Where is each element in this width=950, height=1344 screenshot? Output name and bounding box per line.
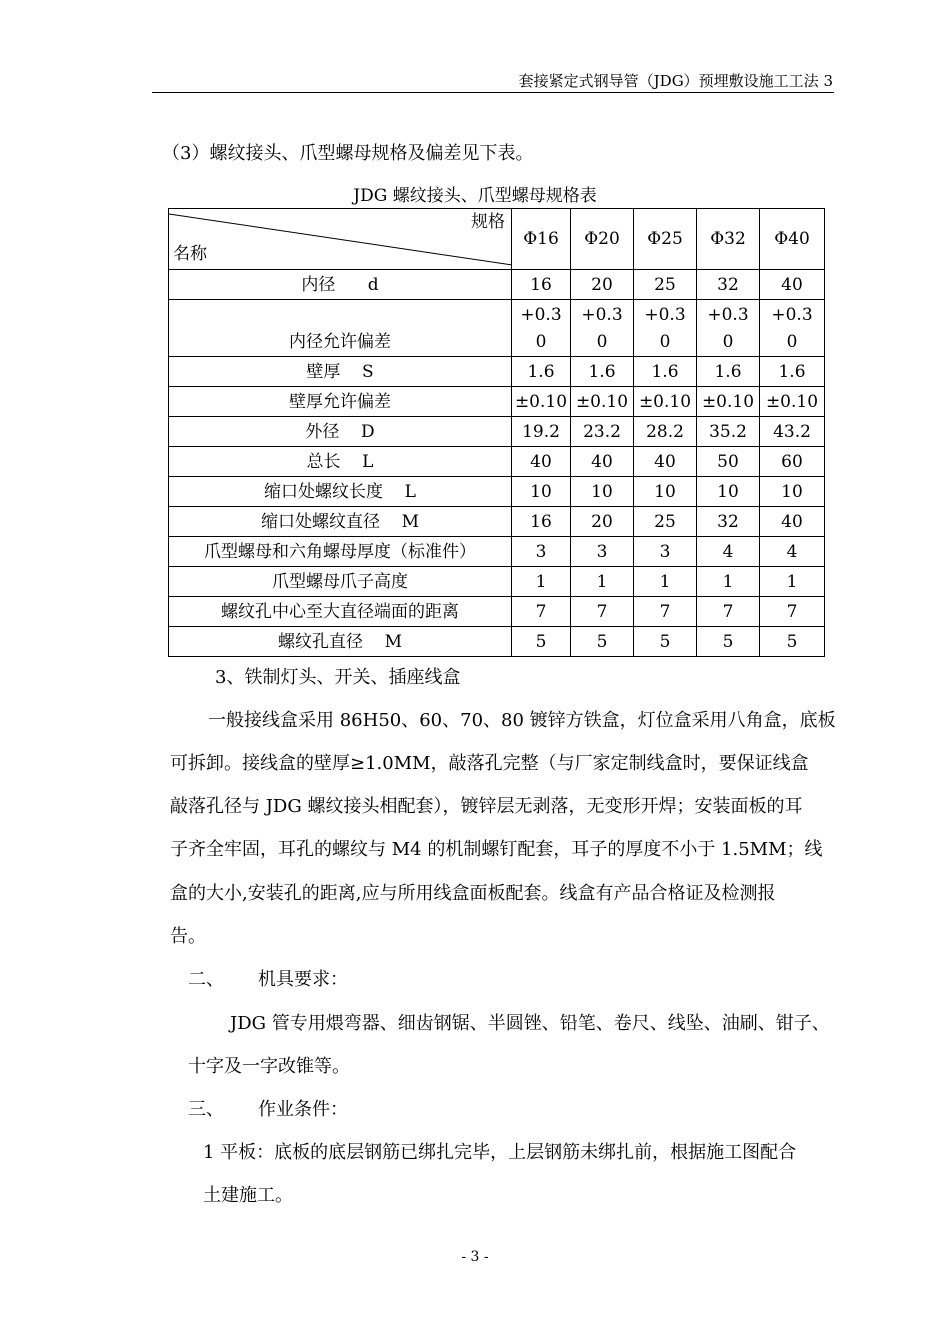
table-row [169,447,825,477]
cell: 3 [634,537,697,567]
cell: 20 [571,507,634,537]
cell: 1 [571,567,634,597]
condition-line: 1 平板：底板的底层钢筋已绑扎完毕，上层钢筋未绑扎前，根据施工图配合 [203,1142,797,1163]
cell: 7 [760,597,825,627]
cell: 1.6 [697,357,760,387]
tolerance-upper: +0.3 [644,304,686,325]
diagonal-line [169,209,512,269]
table-row [169,597,825,627]
table-row [169,507,825,537]
cell: 16 [512,270,571,300]
cell: 25 [634,270,697,300]
row-name: 外径 D [169,417,512,447]
cell: 40 [634,447,697,477]
row-name: 内径 d [169,270,512,300]
cell: 4 [697,537,760,567]
row-name: 壁厚 S [169,357,512,387]
cell: 19.2 [512,417,571,447]
row-name: 总长 L [169,447,512,477]
cell: 5 [512,627,571,657]
corner-cell [169,209,512,270]
cell: 1.6 [760,357,825,387]
cell [571,300,634,357]
cell: 5 [760,627,825,657]
condition-line: 土建施工。 [203,1185,293,1206]
table-header-row [169,209,825,270]
cell: 60 [760,447,825,477]
cell: 7 [634,597,697,627]
cell: 5 [697,627,760,657]
tolerance-upper: +0.3 [520,304,562,325]
tools-line: JDG 管专用煨弯器、细齿钢锯、半圆锉、铅笔、卷尺、线坠、油刷、钳子、 [230,1013,830,1034]
paragraph-line: 一般接线盒采用 86H50、60、70、80 镀锌方铁盒，灯位盒采用八角盒，底板 [208,710,836,731]
paragraph-line: 告。 [170,926,206,947]
heading-number: 三、 [188,1099,224,1120]
row-name: 螺纹孔中心至大直径端面的距离 [169,597,512,627]
cell: 3 [512,537,571,567]
column-header: Φ20 [571,209,634,270]
row-name: 缩口处螺纹长度 L [169,477,512,507]
cell: 23.2 [571,417,634,447]
cell: 25 [634,507,697,537]
table-row [169,477,825,507]
cell: 43.2 [760,417,825,447]
corner-bottom-label: 名称 [173,244,207,264]
cell: 40 [512,447,571,477]
row-name: 爪型螺母和六角螺母厚度（标准件） [169,537,512,567]
cell: 32 [697,270,760,300]
table-row [169,537,825,567]
paragraph-line: 可拆卸。接线盒的壁厚≥1.0MM，敲落孔完整（与厂家定制线盒时，要保证线盒 [170,753,809,774]
cell [512,300,571,357]
cell: 5 [634,627,697,657]
cell: ±0.10 [571,387,634,417]
cell: ±0.10 [634,387,697,417]
tools-line: 十字及一字改锥等。 [188,1056,350,1077]
cell: 10 [634,477,697,507]
tolerance-lower: 0 [659,331,671,352]
row-name: 壁厚允许偏差 [169,387,512,417]
table-row [169,270,825,300]
cell: 10 [760,477,825,507]
cell: 1.6 [634,357,697,387]
cell: 40 [760,507,825,537]
cell: 1 [697,567,760,597]
cell: 1 [512,567,571,597]
table-row [169,627,825,657]
tolerance-lower: 0 [596,331,608,352]
intro-line: （3）螺纹接头、爪型螺母规格及偏差见下表。 [162,143,534,164]
tolerance-upper: +0.3 [581,304,623,325]
table-row [169,417,825,447]
paragraph-line: 敲落孔径与 JDG 螺纹接头相配套），镀锌层无剥落，无变形开焊；安装面板的耳 [170,796,803,817]
cell: 1.6 [571,357,634,387]
heading-number: 二、 [188,969,224,990]
section-title: 3、铁制灯头、开关、插座线盒 [215,667,461,688]
cell: 32 [697,507,760,537]
cell: ±0.10 [512,387,571,417]
header-title: 套接紧定式钢导管（JDG）预埋敷设施工工法 3 [518,72,833,90]
column-header: Φ25 [634,209,697,270]
page-number: - 3 - [461,1249,489,1265]
row-name: 爪型螺母爪子高度 [169,567,512,597]
cell: 7 [697,597,760,627]
column-header: Φ32 [697,209,760,270]
cell: 28.2 [634,417,697,447]
cell [760,300,825,357]
column-header: Φ40 [760,209,825,270]
table-row [169,300,825,357]
tolerance-upper: +0.3 [771,304,813,325]
cell: 10 [512,477,571,507]
paragraph-line: 盒的大小,安装孔的距离,应与所用线盒面板配套。线盒有产品合格证及检测报 [170,883,776,904]
table-caption: JDG 螺纹接头、爪型螺母规格表 [353,186,597,206]
row-name: 螺纹孔直径 M [169,627,512,657]
heading-text: 作业条件： [258,1099,348,1120]
cell [634,300,697,357]
cell: ±0.10 [760,387,825,417]
cell: 40 [760,270,825,300]
tolerance-lower: 0 [535,331,547,352]
cell: 35.2 [697,417,760,447]
cell: 16 [512,507,571,537]
corner-top-label: 规格 [471,212,505,232]
column-header: Φ16 [512,209,571,270]
cell: 40 [571,447,634,477]
cell: ±0.10 [697,387,760,417]
row-name: 缩口处螺纹直径 M [169,507,512,537]
row-name: 内径允许偏差 [169,300,512,357]
cell: 5 [571,627,634,657]
table-row [169,357,825,387]
cell: 10 [571,477,634,507]
cell: 20 [571,270,634,300]
tolerance-lower: 0 [722,331,734,352]
cell: 7 [512,597,571,627]
cell: 7 [571,597,634,627]
cell: 4 [760,537,825,567]
heading-text: 机具要求： [258,969,348,990]
cell: 3 [571,537,634,567]
table-row [169,387,825,417]
paragraph-line: 子齐全牢固，耳孔的螺纹与 M4 的机制螺钉配套，耳子的厚度不小于 1.5MM；线 [170,839,823,860]
cell: 10 [697,477,760,507]
cell: 1 [634,567,697,597]
cell [697,300,760,357]
tolerance-lower: 0 [786,331,798,352]
cell: 1 [760,567,825,597]
cell: 1.6 [512,357,571,387]
tolerance-upper: +0.3 [707,304,749,325]
spec-table [168,208,825,657]
cell: 50 [697,447,760,477]
table-row [169,567,825,597]
header-rule [152,92,834,93]
